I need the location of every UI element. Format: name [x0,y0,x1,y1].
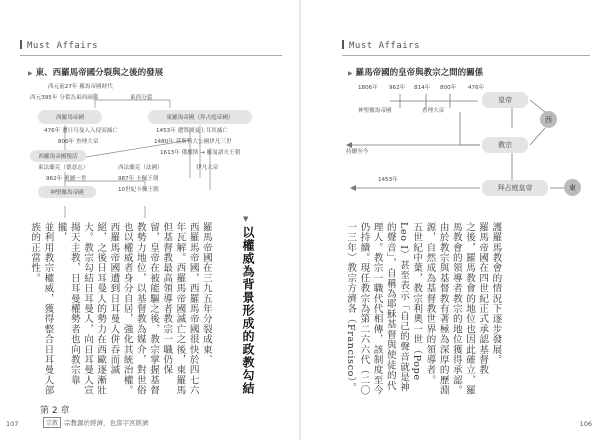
heading-triangle-icon: ▼ [243,215,249,223]
east-circle: 東 [564,179,581,196]
year-962: 962年 [389,85,406,91]
continues-to-present-label: 持續至今 [346,149,369,155]
year-814: 814年 [414,85,431,91]
west-roman-empire-box: 西羅馬帝國 [38,110,102,124]
charlemagne-label: 查理大帝 [422,108,445,114]
west-empire-revived-box: 西羅馬帝國復活 [30,150,86,162]
event-1613: 1613年 俄羅斯 → 羅曼諾夫王朝 [160,150,241,156]
chart-title: ▶ 羅馬帝國的皇帝與教宗之間的關係 [348,68,484,78]
right-page [300,0,600,440]
triangle-icon: ▶ [28,70,33,77]
event-27bc: 西元前27年 羅馬帝國時代 [48,84,113,90]
section-label: Must Affairs [20,40,98,51]
year-1806: 1806年 [358,85,378,91]
event-1480: 1480年 莫斯科大公國伊凡三世 [154,139,232,145]
right-body-text: 護羅馬教會的情況下逐步發展。 羅馬帝國在四世紀正式承認基督教 之後，羅馬教會的地位也因此確立，羅 馬教會的領導者教宗的地位獲得承認。 由於教宗與基督教有著極為深厚的歷淵 源，自然成為基督教世界的領導者。 五世紀中葉，教宗利奧一世（Pope Leo I）甚至表示「自己的聲音就是神 的聲音」，自稱為耶穌基督與使徒的代 理人。教宗一職代代相傳，該制度至今 仍持續。現任教宗為第二六六代（二〇 一三年）教宗方濟各（Francisco）。 [345,222,502,396]
event-800: 800年 查理大帝 [58,139,99,145]
year-800: 800年 [440,85,457,91]
event-476: 476年 遭日耳曼人入侵而滅亡 [44,128,118,134]
chapter-label: 第 2 章 [40,406,70,416]
section-label: Must Affairs [342,40,420,51]
year-476: 476年 [468,85,485,91]
pope-box: 教宗 [482,137,528,153]
label-east-west-split: 東西分裂 [130,95,153,101]
year-1453: 1453年 [378,177,398,183]
event-987: 987年 卡佩王朝 [118,176,159,182]
east-roman-empire-box: 東羅馬帝國（拜占庭帝國） [148,110,252,124]
footer-tag: 宗教 [43,417,61,428]
event-10c: 10世紀卡佩王朝 [118,187,159,193]
west-francia: 西法蘭克（法國） [118,165,163,171]
ivan-the-great: 伊凡大帝 [196,165,219,171]
footer-running-title: 宗教 宗教源於經濟，也滲字宮經濟 [40,417,149,428]
byzantine-emperor-box: 拜占庭皇帝 [482,180,548,196]
event-962: 962年 奧圖一世 [46,176,87,182]
east-francia: 東法蘭克（德意志） [38,165,89,171]
holy-roman-empire-box: 神聖羅馬帝國 [38,186,96,198]
chart-title: ▶ 東、西羅馬帝國分裂與之後的發展 [28,68,164,78]
page-number-left: 107 [6,420,19,428]
section-heading: 以權威為背景形成的政教勾結 [241,226,255,395]
page-number-right: 106 [579,420,592,428]
event-1453: 1453年 遭鄂圖曼土耳其滅亡 [156,128,228,134]
emperor-box: 皇帝 [482,92,528,108]
holy-roman-empire-label: 神聖羅馬帝國 [358,108,392,114]
triangle-icon: ▶ [348,70,353,77]
left-body-text: 羅馬帝國在三九五年分裂成東、 西羅馬帝國，西羅馬帝國很快於四七六 年瓦解。西羅馬帝國滅亡之後，東羅馬 但基督教最高領導者教宗一職仍保 留，皇帝在被能驅之後，教宗掌握基督 教勢力地位，以基督教為媒介，對世俗 也以權威者身分自居，強化其統治權。 西羅馬帝國遭到日耳曼人併吞而滅 絕，之後日耳曼人的勢力在西歐逐漸壯 大。教宗勾結日耳曼人，向日耳曼人宣 揚天主教，日耳曼權勢者也向教宗靠攏， 並利用教宗權威，獲得整合日耳曼人部 族的正當性。 [29,222,212,396]
event-395: 西元395年 分裂為東西兩部 [30,95,99,101]
west-circle: 西 [540,111,557,128]
